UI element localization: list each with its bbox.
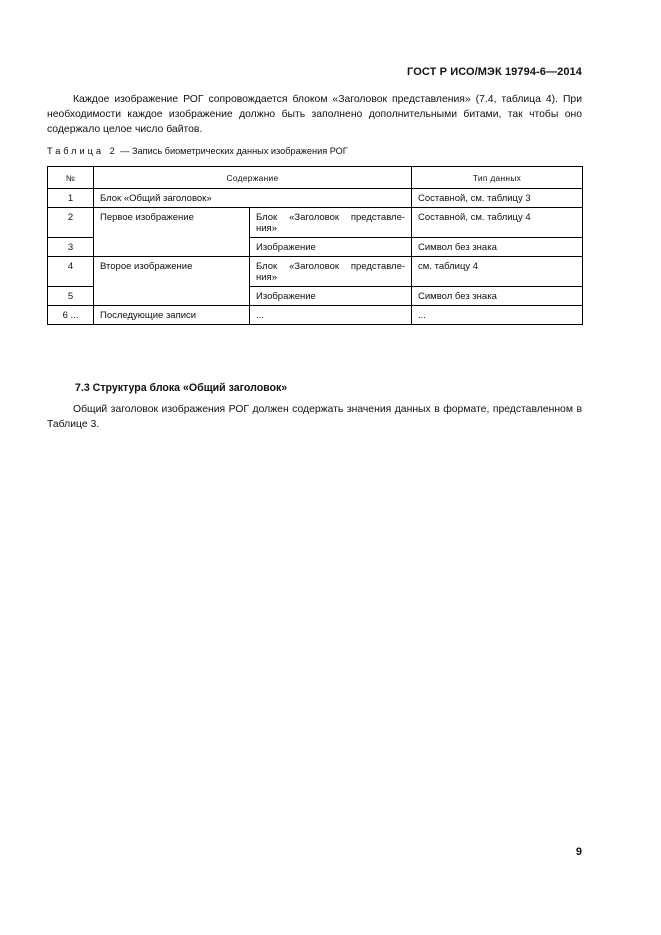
- header-type: Тип данных: [412, 167, 583, 189]
- header-num: №: [48, 167, 94, 189]
- table-row: [48, 306, 583, 325]
- table-row: [48, 257, 583, 287]
- row-content: Блок «Общий заголовок»: [94, 189, 412, 208]
- row-num: 1: [48, 189, 94, 208]
- row-num: 5: [48, 287, 94, 306]
- row-type: ...: [412, 306, 583, 325]
- table-row: [48, 208, 583, 238]
- biometric-record-table: [47, 166, 583, 325]
- document-header: ГОСТ Р ИСО/МЭК 19794-6—2014: [407, 66, 582, 78]
- table-caption-title: — Запись биометрических данных изображения РОГ: [117, 146, 348, 156]
- row-type: Составной, см. таблицу 3: [412, 189, 583, 208]
- row-type: Составной, см. таблицу 4: [412, 208, 583, 238]
- section-heading: 7.3 Структура блока «Общий заголовок»: [75, 382, 288, 394]
- row-block: Блок «Заголовок представле-ния»: [250, 208, 412, 238]
- row-block: Изображение: [250, 287, 412, 306]
- row-group: Второе изображение: [94, 257, 250, 306]
- intro-paragraph: Каждое изображение РОГ сопровождается блоком «Заголовок представления» (7.4, таблица 4). При необходимости каждое изображение должно быть заполнено дополнительными битами, так чтобы оно содержало целое число байтов.: [47, 94, 582, 135]
- table-header-row: [48, 167, 583, 189]
- row-type: Символ без знака: [412, 238, 583, 257]
- row-num: 6 ...: [48, 306, 94, 325]
- row-num: 4: [48, 257, 94, 287]
- header-content: Содержание: [94, 167, 412, 189]
- row-block: Изображение: [250, 238, 412, 257]
- row-block: Блок «Заголовок представле-ния»: [250, 257, 412, 287]
- table-row: [48, 189, 583, 208]
- row-type: Символ без знака: [412, 287, 583, 306]
- table-caption: [47, 146, 348, 156]
- row-type: см. таблицу 4: [412, 257, 583, 287]
- row-block: ...: [250, 306, 412, 325]
- table-caption-prefix: Таблица 2: [47, 146, 118, 156]
- row-group: Первое изображение: [94, 208, 250, 257]
- page-number: 9: [575, 846, 582, 858]
- row-group: Последующие записи: [94, 306, 250, 325]
- section-paragraph: Общий заголовок изображения РОГ должен содержать значения данных в формате, представленном в Таблице 3.: [47, 404, 582, 430]
- row-num: 2: [48, 208, 94, 238]
- row-num: 3: [48, 238, 94, 257]
